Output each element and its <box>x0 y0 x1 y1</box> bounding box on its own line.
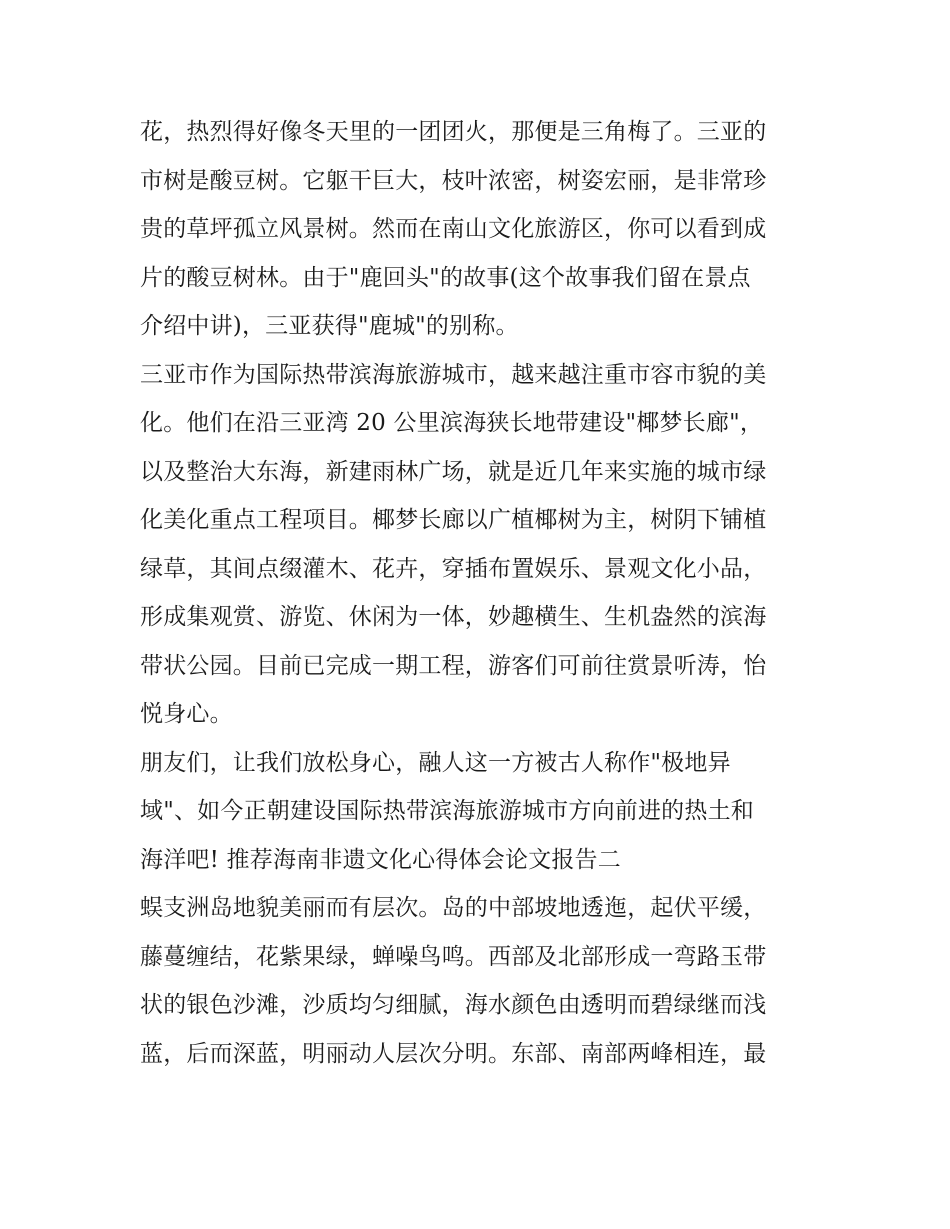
text-line: 化美化重点工程项目。椰梦长廊以广植椰树为主，树阴下铺植 <box>140 507 767 533</box>
text-line: 化。他们在沿三亚湾 20 公里滨海狭长地带建设"椰梦长廊"， <box>140 410 764 436</box>
text-line: 海洋吧! 推荐海南非遗文化心得体会论文报告二 <box>140 846 621 873</box>
text-line: 带状公园。目前已完成一期工程，游客们可前往赏景听涛，怡 <box>140 652 767 679</box>
body-text <box>140 108 820 1078</box>
text-line: 片的酸豆树林。由于"鹿回头"的故事(这个故事我们留在景点 <box>140 264 751 291</box>
text-line: 藤蔓缠结，花紫果绿，蝉噪鸟鸣。西部及北部形成一弯路玉带 <box>140 943 767 970</box>
text-line: 蓝，后而深蓝，明丽动人层次分明。东部、南部两峰相连，最 <box>140 1040 767 1067</box>
text-line: 贵的草坪孤立风景树。然而在南山文化旅游区，你可以看到成 <box>140 216 767 242</box>
text-line: 三亚市作为国际热带滨海旅游城市，越来越注重市容市貌的美 <box>140 361 767 388</box>
text-line: 悦身心。 <box>140 701 233 727</box>
text-line: 花，热烈得好像冬天里的一团团火，那便是三角梅了。三亚的 <box>140 119 767 145</box>
text-line: 状的银色沙滩，沙质均匀细腻，海水颜色由透明而碧绿继而浅 <box>140 992 767 1018</box>
text-line: 市树是酸豆树。它躯干巨大，枝叶浓密，树姿宏丽，是非常珍 <box>140 167 767 194</box>
text-line: 域"、如今正朝建设国际热带滨海旅游城市方向前进的热土和 <box>140 798 754 824</box>
text-line: 以及整治大东海，新建雨林广场，就是近几年来实施的城市绿 <box>140 458 767 485</box>
text-line: 绿草，其间点缀灌木、花卉，穿插布置娱乐、景观文化小品， <box>140 555 767 582</box>
text-line: 蜈支洲岛地貌美丽而有层次。岛的中部坡地透迤，起伏平缓， <box>140 895 767 921</box>
text-line: 朋友们，让我们放松身心，融人这一方被古人称作"极地异 <box>140 749 731 776</box>
text-line: 形成集观赏、游览、休闲为一体，妙趣横生、生机盎然的滨海 <box>140 604 767 630</box>
text-line: 介绍中讲)，三亚获得"鹿城"的别称。 <box>140 313 519 339</box>
